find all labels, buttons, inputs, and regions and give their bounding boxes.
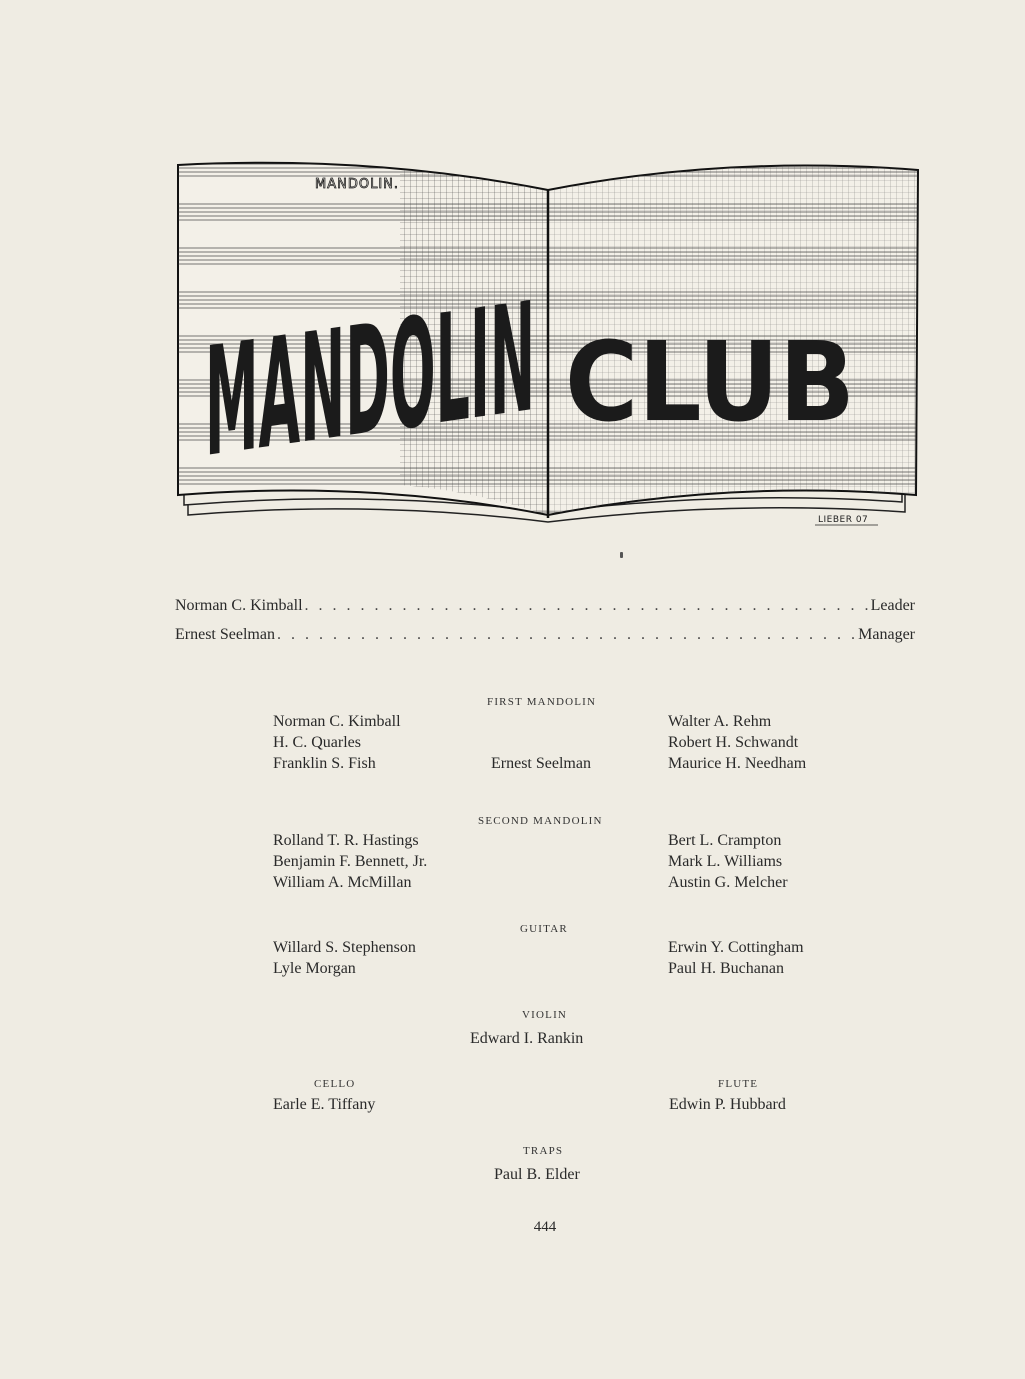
officer-name: Ernest Seelman <box>175 626 275 643</box>
page-number: 444 <box>533 1219 557 1235</box>
section-heading-violin: VIOLIN <box>522 1009 568 1021</box>
traps-player <box>494 1164 580 1185</box>
section-heading-cello: CELLO <box>314 1078 356 1090</box>
member-name: Lyle Morgan <box>273 960 356 977</box>
first-mandolin-left-column <box>273 711 401 774</box>
artist-signature: LIEBER 07 <box>818 515 869 525</box>
cello-player <box>273 1094 375 1115</box>
member-name: H. C. Quarles <box>273 734 361 751</box>
member-name: Austin G. Melcher <box>668 874 788 891</box>
member-name: William A. McMillan <box>273 874 412 891</box>
member-name: Paul B. Elder <box>494 1166 580 1183</box>
member-name: Edward I. Rankin <box>470 1030 584 1047</box>
member-name: Maurice H. Needham <box>668 755 807 772</box>
member-name: Earle E. Tiffany <box>273 1096 376 1113</box>
member-name: Norman C. Kimball <box>273 713 401 730</box>
section-heading-flute: FLUTE <box>718 1078 759 1090</box>
member-name: Paul H. Buchanan <box>668 960 784 977</box>
second-mandolin-right-column <box>668 830 788 893</box>
mandolin-club-illustration <box>170 150 930 540</box>
leader-dots <box>277 625 856 645</box>
officer-name: Norman C. Kimball <box>175 597 303 614</box>
first-mandolin-center <box>491 753 591 774</box>
second-mandolin-left-column <box>273 830 427 893</box>
member-name: Robert H. Schwandt <box>668 734 799 751</box>
flute-player <box>669 1094 786 1115</box>
officer-row-manager <box>175 625 915 645</box>
member-name: Edwin P. Hubbard <box>669 1096 786 1113</box>
first-mandolin-right-column <box>668 711 806 774</box>
open-book-drawing <box>170 150 930 540</box>
ink-speck <box>620 552 623 558</box>
officer-row-leader <box>175 596 915 616</box>
title-word-club: CLUB <box>565 318 855 446</box>
section-heading-traps: TRAPS <box>523 1145 564 1157</box>
section-heading-guitar: GUITAR <box>520 923 568 935</box>
member-name: Mark L. Williams <box>668 853 783 870</box>
member-name: Benjamin F. Bennett, Jr. <box>273 853 428 870</box>
guitar-left-column <box>273 937 416 979</box>
leader-dots <box>305 596 869 616</box>
member-name: Bert L. Crampton <box>668 832 782 849</box>
officer-role: Leader <box>870 597 915 614</box>
guitar-right-column <box>668 937 804 979</box>
section-heading-second-mandolin: SECOND MANDOLIN <box>478 815 603 827</box>
sheet-music-label: MANDOLIN. <box>315 177 400 192</box>
violin-player <box>470 1028 583 1049</box>
member-name: Rolland T. R. Hastings <box>273 832 419 849</box>
member-name: Walter A. Rehm <box>668 713 772 730</box>
member-name: Franklin S. Fish <box>273 755 376 772</box>
member-name: Ernest Seelman <box>491 755 591 772</box>
member-name: Erwin Y. Cottingham <box>668 939 804 956</box>
member-name: Willard S. Stephenson <box>273 939 416 956</box>
section-heading-first-mandolin: FIRST MANDOLIN <box>487 696 597 708</box>
officer-role: Manager <box>858 626 915 643</box>
